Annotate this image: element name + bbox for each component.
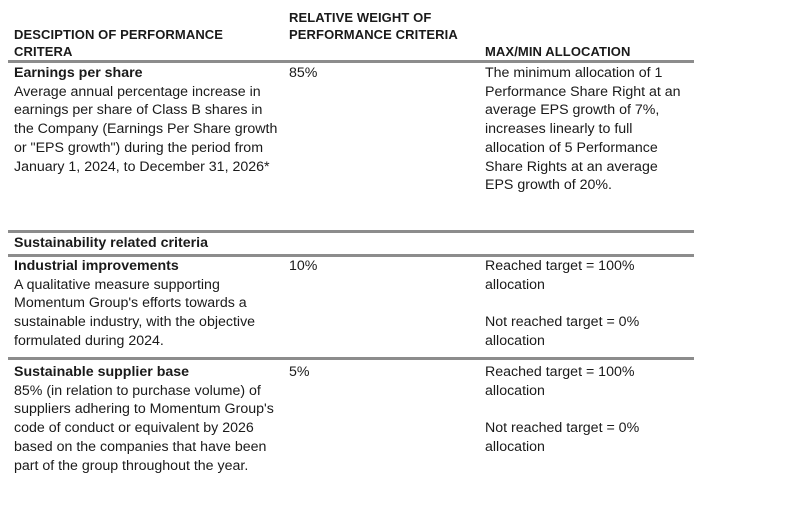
criteria-description-cell <box>14 363 282 475</box>
row-divider <box>8 357 694 360</box>
header-allocation: MAX/MIN ALLOCATION <box>485 44 631 59</box>
header-divider <box>8 60 694 63</box>
criteria-weight: 10% <box>289 258 318 274</box>
criteria-description: A qualitative measure supporting Momentum Group's efforts towards a sustainable industry, with the objective formulated during 2024. <box>14 276 256 349</box>
criteria-allocation: The minimum allocation of 1 Performance Share Right at an average EPS growth of 7%, increases linearly to full allocation of 5 Performance Share Rights at an average EPS growth of 20%. <box>485 65 681 194</box>
allocation-reached: Reached target = 100% allocation <box>485 364 635 399</box>
criteria-allocation <box>485 363 690 457</box>
criteria-description-cell <box>14 64 282 176</box>
header-weight: RELATIVE WEIGHT OF PERFORMANCE CRITERIA <box>289 10 458 42</box>
performance-criteria-table <box>8 0 694 474</box>
criteria-title: Earnings per share <box>14 65 143 81</box>
criteria-description: Average annual percentage increase in earnings per share of Class B shares in the Company (Earnings Per Share growth or "EPS growth") during the period from January 1, 2024, to December 31, 2026* <box>14 83 278 175</box>
row-divider <box>8 230 694 233</box>
allocation-not-reached: Not reached target = 0% allocation <box>485 420 640 455</box>
table-header <box>8 0 694 62</box>
header-description: DESCIPTION OF PERFORMANCE CRITERA <box>14 27 224 59</box>
criteria-weight: 5% <box>289 364 310 380</box>
criteria-description: 85% (in relation to purchase volume) of suppliers adhering to Momentum Group's code of conduct or equivalent by 2026 based on the companies that have been part of the group throughout the year. <box>14 382 274 474</box>
criteria-title: Sustainable supplier base <box>14 364 190 380</box>
criteria-description-cell <box>14 257 282 351</box>
criteria-allocation <box>485 257 690 351</box>
section-title: Sustainability related criteria <box>14 235 208 251</box>
criteria-weight: 85% <box>289 65 318 81</box>
criteria-title: Industrial improvements <box>14 258 179 274</box>
allocation-not-reached: Not reached target = 0% allocation <box>485 314 640 349</box>
allocation-reached: Reached target = 100% allocation <box>485 258 635 293</box>
